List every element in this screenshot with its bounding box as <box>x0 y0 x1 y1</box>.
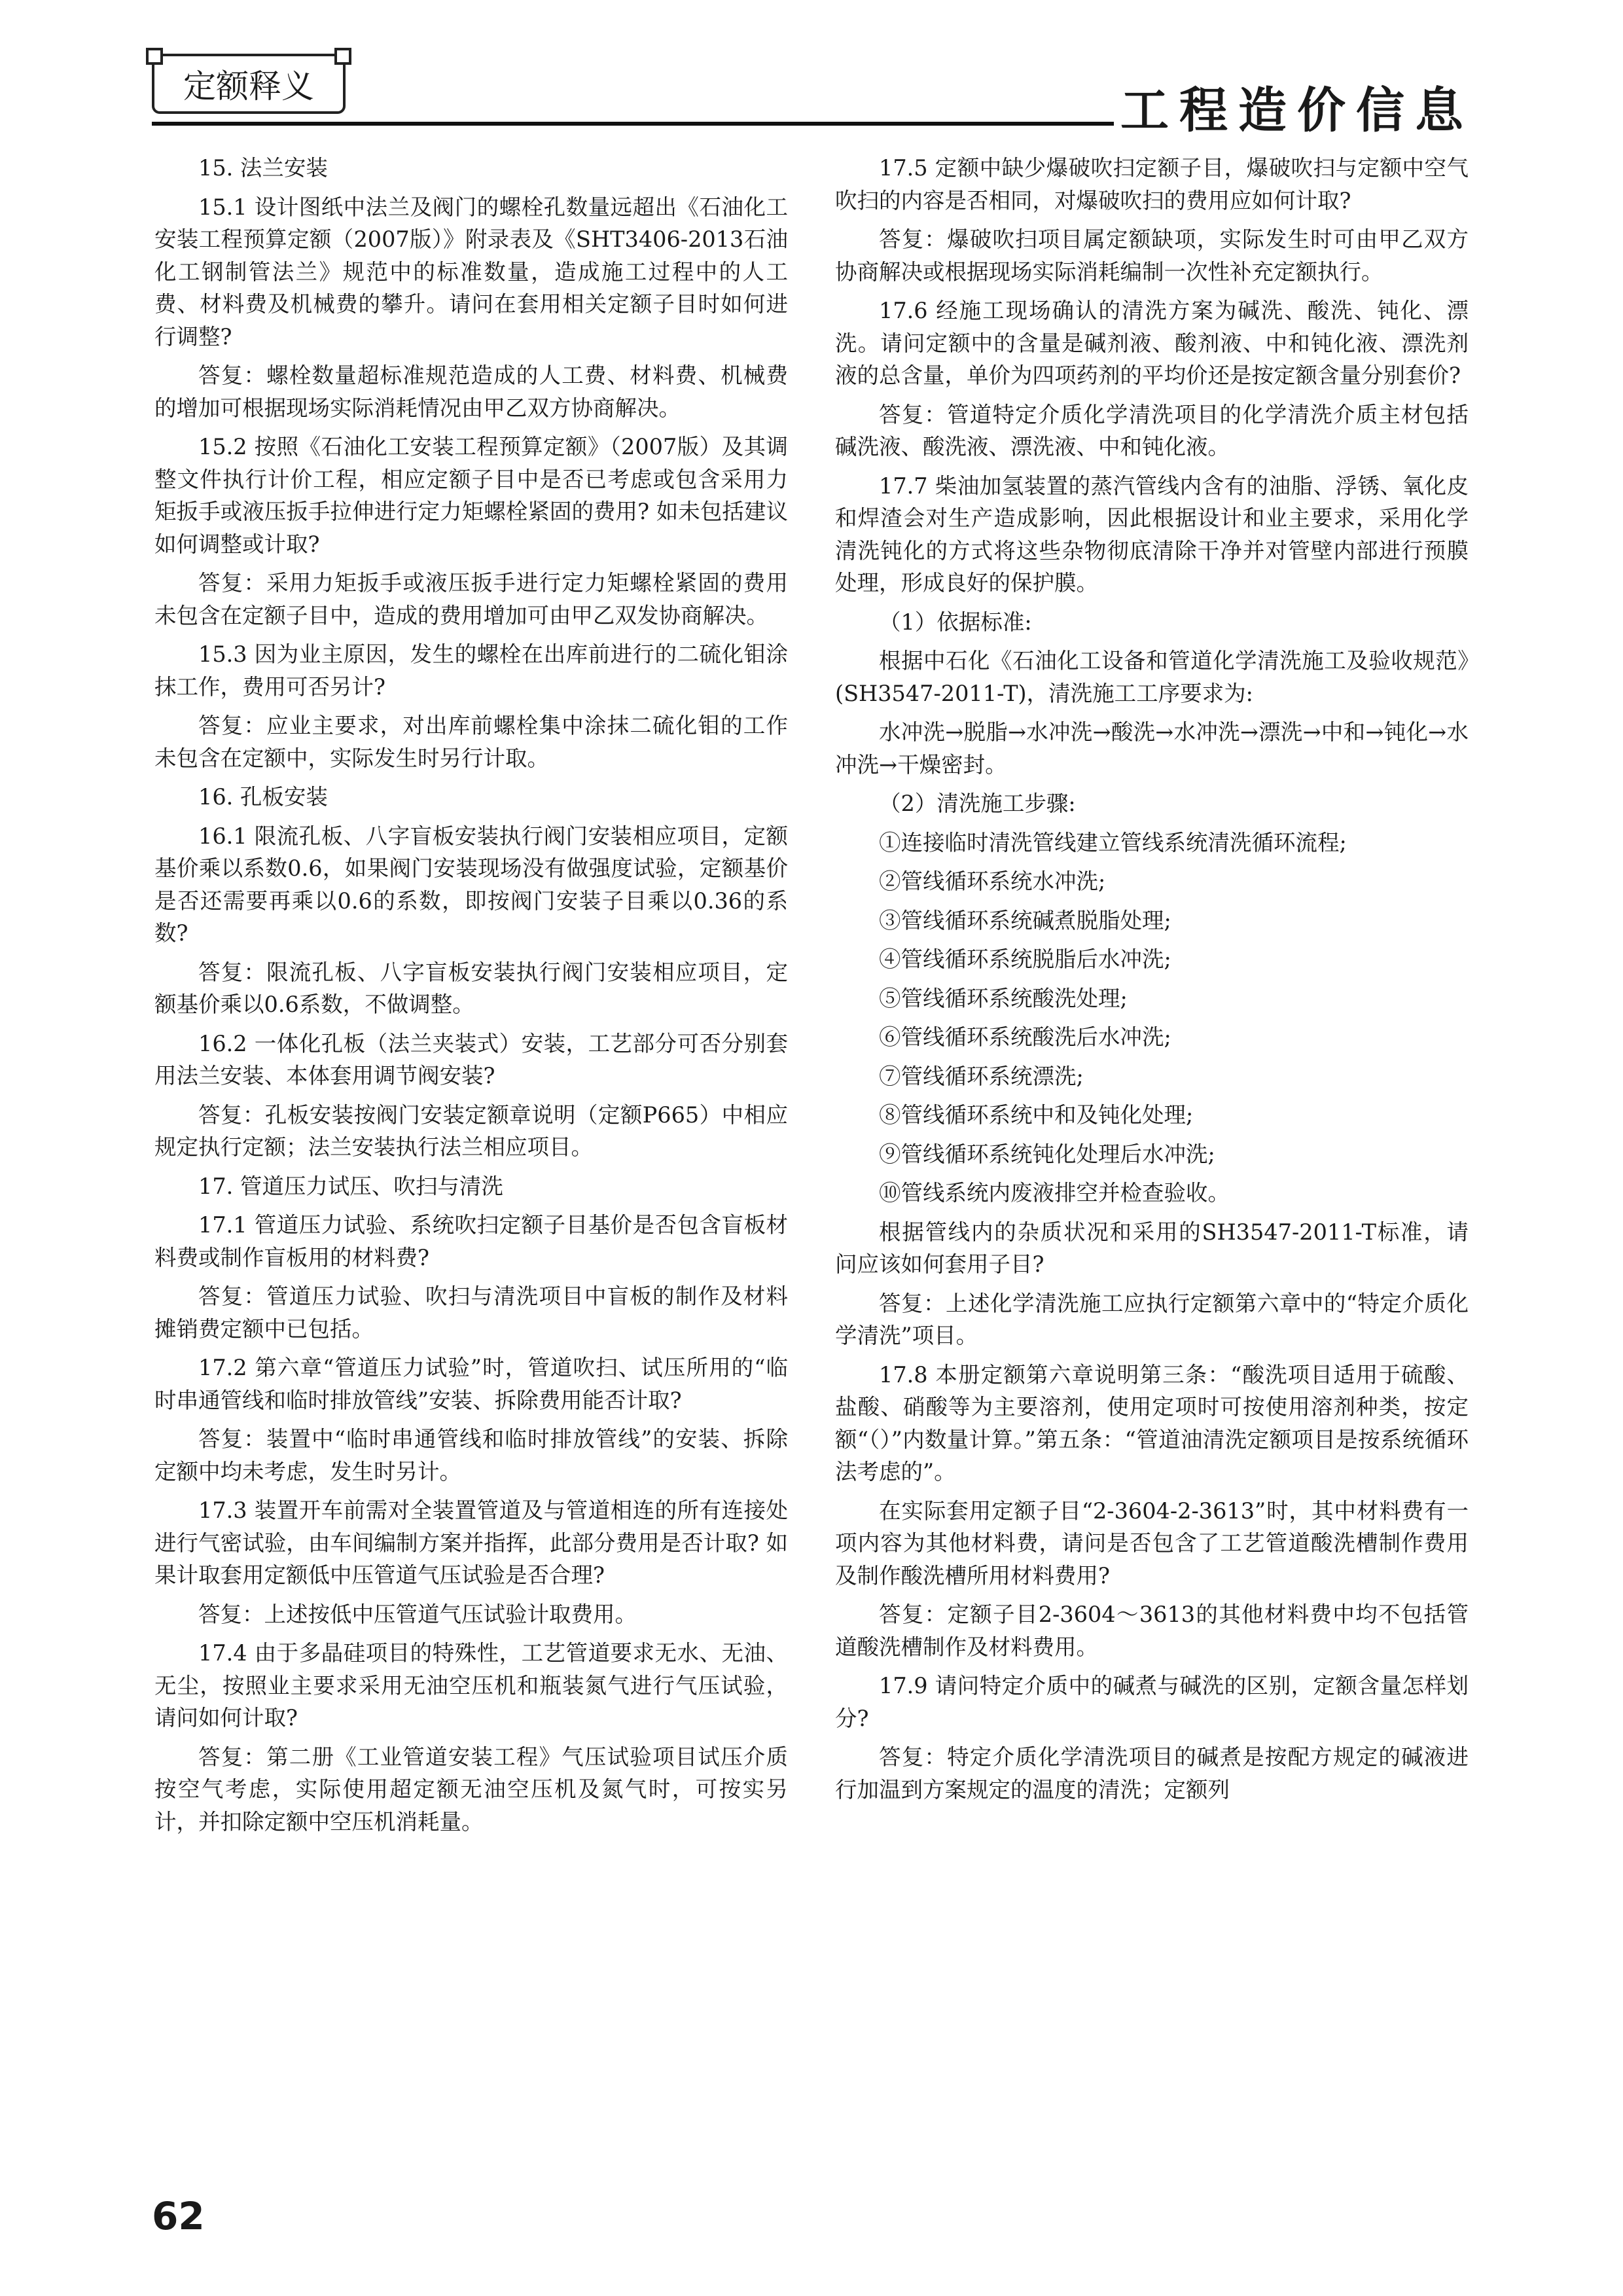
paragraph: 答复：第二册《工业管道安装工程》气压试验项目试压介质按空气考虑，实际使用超定额无油空压机及氮气时，可按实另计，并扣除定额中空压机消耗量。 <box>154 1744 788 1835</box>
paragraph: 在实际套用定额子目“2-3604-2-3613”时，其中材料费有一项内容为其他材料费，请问是否包含了工艺管道酸洗槽制作费用及制作酸洗槽所用材料费用? <box>835 1498 1469 1588</box>
paragraph: 答复：管道特定介质化学清洗项目的化学清洗介质主材包括碱洗液、酸洗液、漂洗液、中和钝化液。 <box>835 401 1469 459</box>
paragraph: 答复：限流孔板、八字盲板安装执行阀门安装相应项目，定额基价乘以0.6系数，不做调整。 <box>154 959 788 1017</box>
paragraph: 答复：特定介质化学清洗项目的碱煮是按配方规定的碱液进行加温到方案规定的温度的清洗；定额列 <box>835 1744 1469 1803</box>
paragraph: ⑥管线循环系统酸洗后水冲洗; <box>879 1024 1171 1050</box>
paragraph: 17.5 定额中缺少爆破吹扫定额子目，爆破吹扫与定额中空气吹扫的内容是否相同，对爆破吹扫的费用应如何计取? <box>835 155 1469 213</box>
paragraph: 15. 法兰安装 <box>198 155 328 181</box>
paragraph: 15.3 因为业主原因，发生的螺栓在出库前进行的二硫化钼涂抹工作，费用可否另计? <box>154 641 788 700</box>
paragraph: 17.3 装置开车前需对全装置管道及与管道相连的所有连接处进行气密试验，由车间编制方案并指挥，此部分费用是否计取? 如果计取套用定额低中压管道气压试验是否合理? <box>154 1498 788 1588</box>
paragraph: 答复：应业主要求，对出库前螺栓集中涂抹二硫化钼的工作未包含在定额中，实际发生时另行计取。 <box>154 713 788 771</box>
paragraph: ⑧管线循环系统中和及钝化处理; <box>879 1102 1194 1128</box>
paragraph: 答复：定额子目2-3604～3613的其他材料费中均不包括管道酸洗槽制作及材料费用。 <box>835 1602 1469 1660</box>
paragraph: 答复：管道压力试验、吹扫与清洗项目中盲板的制作及材料摊销费定额中已包括。 <box>154 1283 788 1342</box>
page-number: 62 <box>152 2194 205 2238</box>
paragraph: ①连接临时清洗管线建立管线系统清洗循环流程; <box>879 829 1347 855</box>
paragraph: 17.2 第六章“管道压力试验”时，管道吹扫、试压所用的“临时串通管线和临时排放管线”安装、拆除费用能否计取? <box>154 1355 788 1413</box>
magazine-title: 工程造价信息 <box>1120 82 1474 139</box>
paragraph: 16.1 限流孔板、八字盲板安装执行阀门安装相应项目，定额基价乘以系数0.6，如果阀门安装现场没有做强度试验，定额基价是否还需要再乘以0.6的系数，即按阀门安装子目乘以0.36的系数? <box>154 823 788 946</box>
section-label-badge <box>152 54 346 114</box>
paragraph: 17.1 管道压力试验、系统吹扫定额子目基价是否包含盲板材料费或制作盲板用的材料费? <box>154 1212 788 1270</box>
right-column <box>835 152 1469 1812</box>
paragraph: 根据管线内的杂质状况和采用的SH3547-2011-T标准，请问应该如何套用子目? <box>835 1219 1469 1277</box>
paragraph: 17.4 由于多晶硅项目的特殊性，工艺管道要求无水、无油、无尘，按照业主要求采用无油空压机和瓶装氮气进行气压试验，请问如何计取? <box>154 1640 788 1731</box>
paragraph: 17.6 经施工现场确认的清洗方案为碱洗、酸洗、钝化、漂洗。请问定额中的含量是碱剂液、酸剂液、中和钝化液、漂洗剂液的总含量，单价为四项药剂的平均价还是按定额含量分别套价? <box>835 298 1469 388</box>
paragraph: 17.8 本册定额第六章说明第三条：“酸洗项目适用于硫酸、盐酸、硝酸等为主要溶剂，使用定项时可按使用溶剂种类，按定额“（）”内数量计算。”第五条：“管道油清洗定额项目是按系统循环法考虑的”。 <box>835 1361 1469 1484</box>
paragraph: ④管线循环系统脱脂后水冲洗; <box>879 946 1171 972</box>
header-rule <box>152 122 1114 126</box>
paragraph: 答复：孔板安装按阀门安装定额章说明（定额P665）中相应规定执行定额；法兰安装执行法兰相应项目。 <box>154 1102 788 1160</box>
paragraph: 17. 管道压力试压、吹扫与清洗 <box>198 1173 503 1199</box>
paragraph: ⑦管线循环系统漂洗; <box>879 1063 1084 1089</box>
paragraph: ⑤管线循环系统酸洗处理; <box>879 985 1128 1011</box>
paragraph: 答复：采用力矩扳手或液压扳手进行定力矩螺栓紧固的费用未包含在定额子目中，造成的费用增加可由甲乙双发协商解决。 <box>154 570 788 628</box>
paragraph: 答复：上述按低中压管道气压试验计取费用。 <box>198 1601 637 1627</box>
paragraph: 答复：螺栓数量超标准规范造成的人工费、材料费、机械费的增加可根据现场实际消耗情况由甲乙双方协商解决。 <box>154 363 788 421</box>
left-column <box>154 152 788 1844</box>
paragraph: 答复：装置中“临时串通管线和临时排放管线”的安装、拆除定额中均未考虑，发生时另计。 <box>154 1426 788 1484</box>
paragraph: 15.2 按照《石油化工安装工程预算定额》（2007版）及其调整文件执行计价工程，相应定额子目中是否已考虑或包含采用力矩扳手或液压扳手拉伸进行定力矩螺栓紧固的费用? 如未包括建议如何调整或计取? <box>154 434 788 557</box>
paragraph: 16.2 一体化孔板（法兰夹装式）安装，工艺部分可否分别套用法兰安装、本体套用调节阀安装? <box>154 1030 788 1088</box>
paragraph: ⑨管线循环系统钝化处理后水冲洗; <box>879 1141 1215 1167</box>
paragraph: 答复：上述化学清洗施工应执行定额第六章中的“特定介质化学清洗”项目。 <box>835 1290 1469 1348</box>
paragraph: 17.7 柴油加氢装置的蒸汽管线内含有的油脂、浮锈、氧化皮和焊渣会对生产造成影响，因此根据设计和业主要求，采用化学清洗钝化的方式将这些杂物彻底清除干净并对管壁内部进行预膜处理，形成良好的保护膜。 <box>835 473 1469 596</box>
paragraph: 根据中石化《石油化工设备和管道化学清洗施工及验收规范》(SH3547-2011-T)，清洗施工工序要求为: <box>835 648 1469 706</box>
paragraph: 17.9 请问特定介质中的碱煮与碱洗的区别，定额含量怎样划分? <box>835 1673 1469 1731</box>
paragraph: ③管线循环系统碱煮脱脂处理; <box>879 907 1171 933</box>
section-label: 定额释义 <box>183 67 314 105</box>
paragraph: ⑩管线系统内废液排空并检查验收。 <box>879 1180 1230 1206</box>
paragraph: （2）清洗施工步骤: <box>879 791 1076 816</box>
paragraph: 答复：爆破吹扫项目属定额缺项，实际发生时可由甲乙双方协商解决或根据现场实际消耗编制一次性补充定额执行。 <box>835 226 1469 285</box>
paragraph: （1）依据标准: <box>879 609 1032 635</box>
paragraph: 水冲洗→脱脂→水冲洗→酸洗→水冲洗→漂洗→中和→钝化→水冲洗→干燥密封。 <box>835 719 1469 778</box>
paragraph: 15.1 设计图纸中法兰及阀门的螺栓孔数量远超出《石油化工安装工程预算定额（2007版）》附录表及《SHT3406-2013石油化工钢制管法兰》规范中的标准数量，造成施工过程中的人工费、材料费及机械费的攀升。请问在套用相关定额子目时如何进行调整? <box>154 194 788 350</box>
paragraph: ②管线循环系统水冲洗; <box>879 869 1106 894</box>
paragraph: 16. 孔板安装 <box>198 784 328 810</box>
